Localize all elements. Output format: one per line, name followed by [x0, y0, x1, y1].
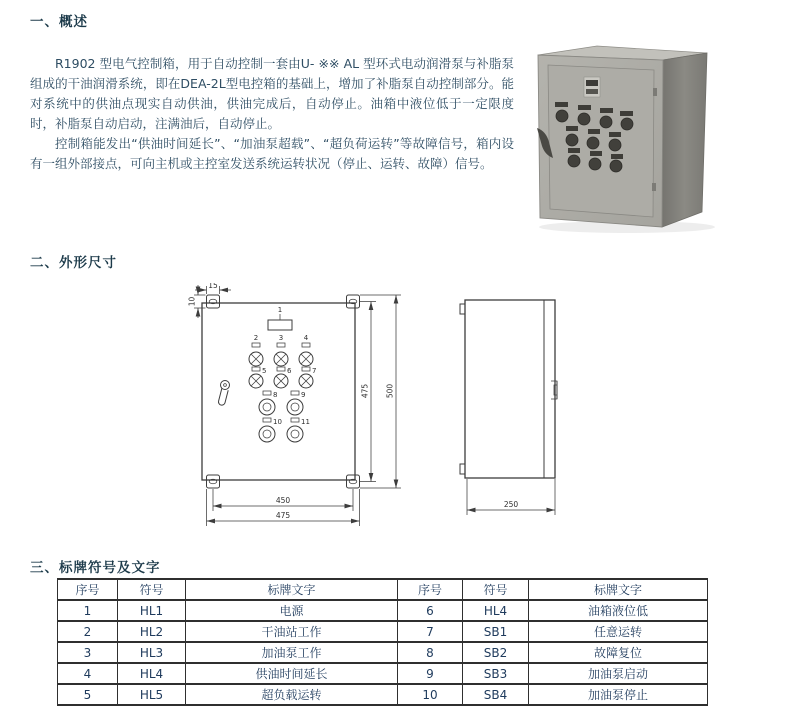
- svg-text:1: 1: [277, 306, 283, 314]
- table-cell: 加油泵停止: [529, 684, 708, 705]
- svg-text:7: 7: [312, 367, 317, 375]
- svg-text:500: 500: [385, 383, 395, 399]
- table-cell: 7: [398, 621, 463, 642]
- overview-paragraph-2: 控制箱能发出“供油时间延长”、“加油泵超载”、“超负荷运转”等故障信号，箱内设有一组外部接点，可向主机或主控室发送系统运转状况（停止、运转、故障）信号。: [30, 136, 514, 171]
- svg-text:3: 3: [278, 334, 284, 342]
- table-cell: 供油时间延长: [186, 663, 398, 684]
- table-header-cell: 符号: [118, 579, 186, 600]
- svg-text:10: 10: [187, 296, 197, 307]
- table-cell: HL4: [463, 600, 529, 621]
- svg-text:475: 475: [275, 511, 291, 520]
- table-cell: HL1: [118, 600, 186, 621]
- side-door-handle: [551, 381, 557, 399]
- table-cell: SB2: [463, 642, 529, 663]
- overview-text: [30, 54, 514, 174]
- svg-text:11: 11: [301, 418, 310, 426]
- svg-text:15: 15: [208, 283, 218, 290]
- table-header-cell: 符号: [463, 579, 529, 600]
- table-header-cell: 序号: [398, 579, 463, 600]
- table-cell: HL4: [118, 663, 186, 684]
- panel-lamp-row-b: [249, 367, 316, 388]
- table-cell: 加油泵启动: [529, 663, 708, 684]
- table-cell: 电源: [186, 600, 398, 621]
- table-cell: 超负载运转: [186, 684, 398, 705]
- table-header-cell: 标牌文字: [529, 579, 708, 600]
- table-cell: 加油泵工作: [186, 642, 398, 663]
- overview-paragraph-1: R1902 型电气控制箱，用于自动控制一套由U- ※※ AL 型环式电动润滑泵与补脂泵组成的干油润滑系统，即在DEA-2L型电控箱的基础上，增加了补脂泵自动控制部分。能对系统中的供油点现实自动供油，供油完成后，自动停止。油箱中液位低于一定限度时，补脂泵自动启动，注满油后，自动停止。: [30, 56, 514, 131]
- dim-mount-width: [213, 489, 353, 511]
- svg-text:475: 475: [360, 383, 370, 399]
- svg-text:250: 250: [503, 500, 519, 509]
- table-cell: HL5: [118, 684, 186, 705]
- side-bracket-top: [460, 304, 465, 314]
- table-row: [58, 684, 708, 705]
- svg-text:450: 450: [275, 496, 291, 505]
- mounting-brackets: [207, 295, 360, 488]
- box-door: [548, 65, 654, 217]
- panel-button-row-d: [259, 418, 310, 442]
- box-side-face: [662, 53, 707, 227]
- table-cell: SB1: [463, 621, 529, 642]
- table-header-row: [58, 579, 708, 600]
- table-cell: 4: [58, 663, 118, 684]
- panel-item-1: [268, 306, 292, 330]
- section2-heading: 二、外形尺寸: [30, 255, 117, 271]
- table-cell: 9: [398, 663, 463, 684]
- panel-lamp-row-a: [249, 334, 313, 366]
- dim-bracket-width: [195, 283, 231, 294]
- table-cell: 6: [398, 600, 463, 621]
- box-hinge-bottom: [652, 183, 656, 191]
- dimension-drawing: [170, 283, 585, 555]
- table-header-cell: 标牌文字: [186, 579, 398, 600]
- table-cell: 干油站工作: [186, 621, 398, 642]
- control-box-photo: [522, 33, 767, 238]
- table-cell: 任意运转: [529, 621, 708, 642]
- dim-depth: [467, 479, 555, 515]
- table-cell: 2: [58, 621, 118, 642]
- svg-text:4: 4: [303, 334, 309, 342]
- box-hinge-top: [653, 88, 657, 96]
- table-cell: 8: [398, 642, 463, 663]
- table-row: [58, 600, 708, 621]
- table-cell: 1: [58, 600, 118, 621]
- box-nameplate: [584, 77, 600, 97]
- dim-mount-height: [360, 302, 376, 482]
- table-cell: HL3: [118, 642, 186, 663]
- svg-text:9: 9: [301, 391, 306, 399]
- table-cell: 油箱液位低: [529, 600, 708, 621]
- svg-text:2: 2: [253, 334, 259, 342]
- svg-text:8: 8: [273, 391, 278, 399]
- svg-text:5: 5: [262, 367, 267, 375]
- control-box-illustration: [522, 33, 767, 238]
- svg-text:6: 6: [287, 367, 292, 375]
- table-cell: 5: [58, 684, 118, 705]
- svg-text:10: 10: [273, 418, 282, 426]
- side-bracket-bottom: [460, 464, 465, 474]
- section3-heading: 三、标牌符号及文字: [30, 560, 161, 576]
- table-cell: SB3: [463, 663, 529, 684]
- table-row: [58, 663, 708, 684]
- table-row: [58, 642, 708, 663]
- dim-overall-width: [207, 489, 360, 526]
- table-header-cell: 序号: [58, 579, 118, 600]
- table-cell: 10: [398, 684, 463, 705]
- table-row: [58, 621, 708, 642]
- panel-button-row-c: [259, 391, 305, 415]
- table-cell: 3: [58, 642, 118, 663]
- side-view: [460, 300, 557, 515]
- front-view: [188, 283, 402, 526]
- table-cell: SB4: [463, 684, 529, 705]
- section1-heading: 一、概述: [30, 14, 88, 30]
- table-cell: HL2: [118, 621, 186, 642]
- front-door-handle: [218, 381, 229, 406]
- label-symbol-table: [57, 578, 708, 706]
- table-cell: 故障复位: [529, 642, 708, 663]
